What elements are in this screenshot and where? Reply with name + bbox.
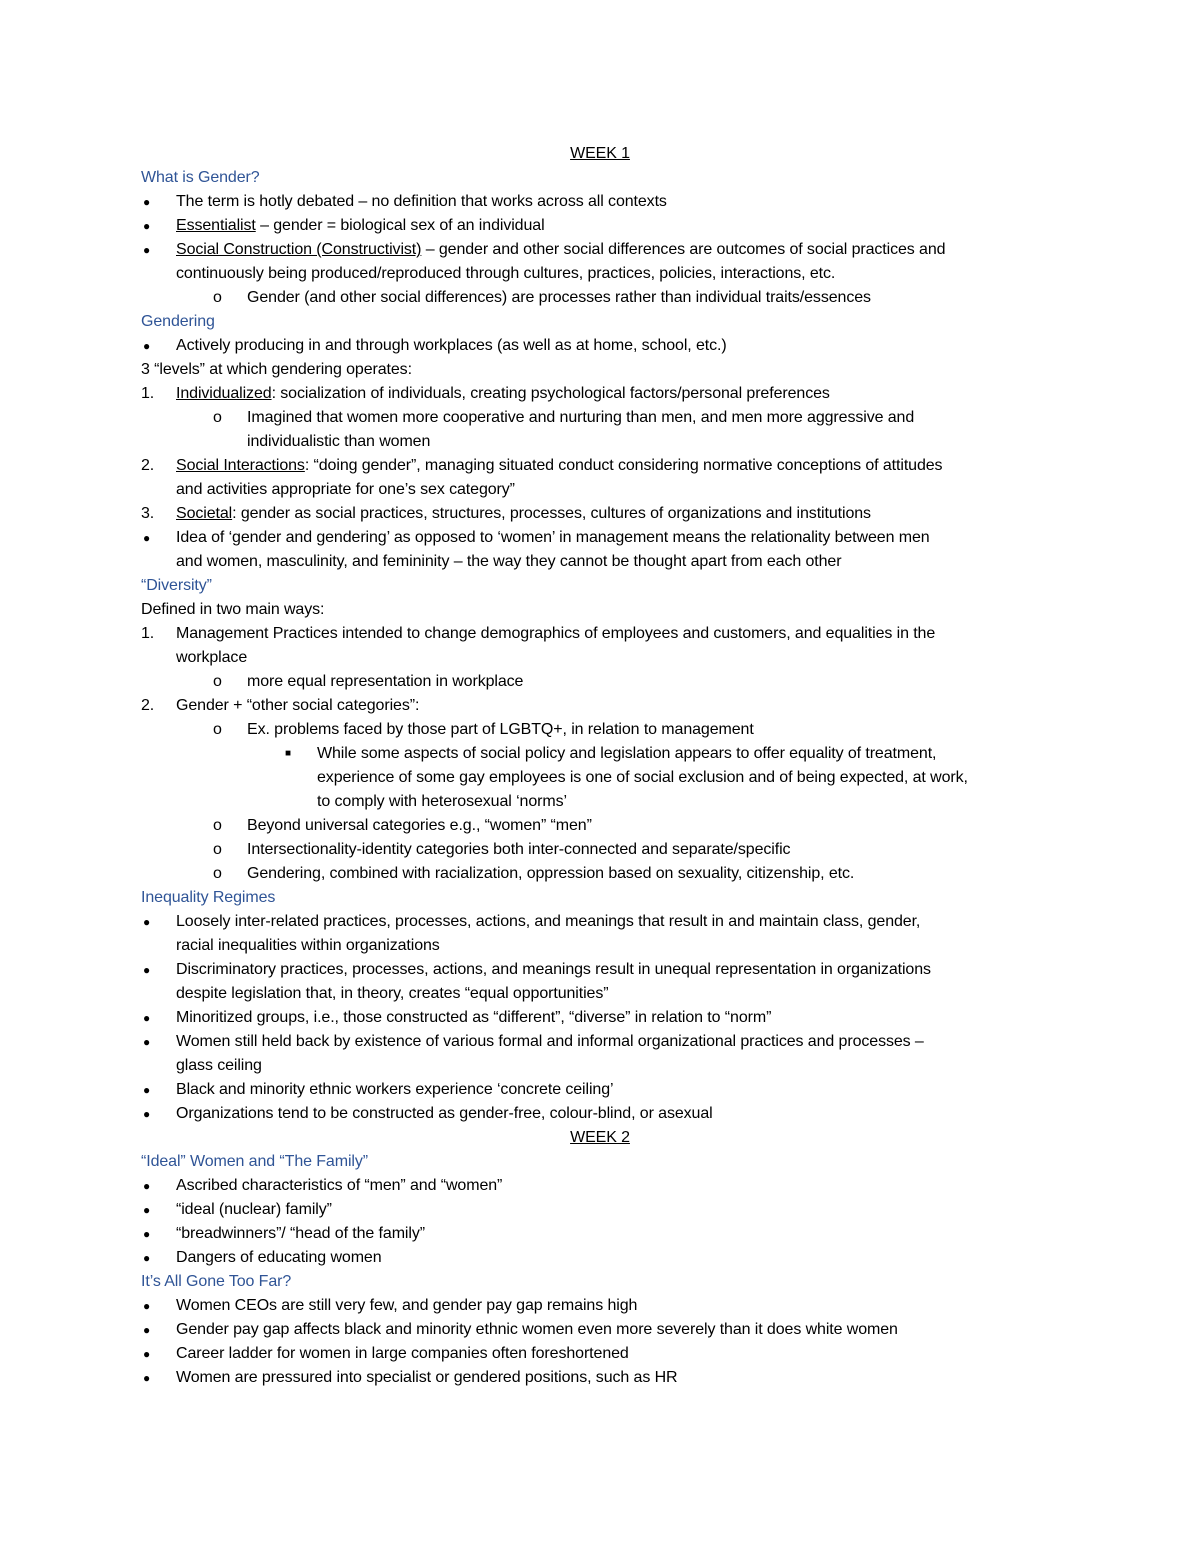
list-item-continuation: despite legislation that, in theory, creates “equal opportunities” (176, 985, 609, 1002)
sub-sub-list-item-continuation: to comply with heterosexual ‘norms’ (317, 793, 567, 810)
section-heading-inequality-regimes: Inequality Regimes (141, 889, 276, 906)
number-marker: 2. (141, 457, 155, 474)
numbered-item: 2. Gender + “other social categories”: (141, 694, 1071, 718)
list-item-continuation: racial inequalities within organizations (176, 937, 440, 954)
sub-list-item-continuation: individualistic than women (247, 433, 431, 450)
square-bullet-marker: ■ (285, 748, 291, 759)
bullet-marker: ● (143, 1083, 151, 1097)
bullet-marker: ● (143, 1107, 151, 1121)
sub-bullet-marker: o (213, 865, 222, 882)
bullet-marker: ● (143, 1227, 151, 1241)
list-item: ● Essentialist – gender = biological sex of an individual (141, 214, 1071, 238)
number-marker: 1. (141, 385, 155, 402)
paragraph-text: Defined in two main ways: (141, 601, 325, 618)
term-individualized: Individualized (176, 385, 272, 402)
sub-list-item: o Gendering, combined with racialization, oppression based on sexuality, citizenship, etc. (141, 862, 1071, 886)
bullet-marker: ● (143, 1299, 151, 1313)
bullet-marker: ● (143, 1347, 151, 1361)
section-heading-gendering: Gendering (141, 313, 215, 330)
sub-list-item: o Imagined that women more cooperative and nurturing than men, and men more aggressive and (141, 406, 1071, 430)
week-2-title: WEEK 2 (570, 1129, 630, 1146)
list-item-continuation: and women, masculinity, and femininity – the way they cannot be thought apart from each other (176, 553, 842, 570)
list-item: ● Idea of ‘gender and gendering’ as opposed to ‘women’ in management means the relationality between men (141, 526, 1071, 550)
bullet-marker: ● (143, 1323, 151, 1337)
term-social-interactions: Social Interactions (176, 457, 305, 474)
sub-bullet-marker: o (213, 721, 222, 738)
bullet-marker: ● (143, 1251, 151, 1265)
numbered-item-continuation: workplace (176, 649, 248, 666)
number-marker: 1. (141, 625, 155, 642)
bullet-marker: ● (143, 339, 151, 353)
list-item: ● Career ladder for women in large companies often foreshortened (141, 1342, 1071, 1366)
term-societal: Societal (176, 505, 233, 522)
sub-bullet-marker: o (213, 409, 222, 426)
sub-sub-list-item: ■ While some aspects of social policy and legislation appears to offer equality of treatment, (141, 742, 1071, 766)
list-item: ● Women are pressured into specialist or gendered positions, such as HR (141, 1366, 1071, 1390)
list-item: ● Black and minority ethnic workers experience ‘concrete ceiling’ (141, 1078, 1071, 1102)
bullet-marker: ● (143, 219, 151, 233)
bullet-marker: ● (143, 195, 151, 209)
sub-list-item: o more equal representation in workplace (141, 670, 1071, 694)
list-item: ● Gender pay gap affects black and minority ethnic women even more severely than it does white women (141, 1318, 1071, 1342)
document-body (141, 142, 1071, 1390)
sub-bullet-marker: o (213, 817, 222, 834)
section-heading-all-gone-too-far: It’s All Gone Too Far? (141, 1273, 292, 1290)
bullet-marker: ● (143, 1203, 151, 1217)
section-heading-ideal-women: “Ideal” Women and “The Family” (141, 1153, 369, 1170)
paragraph-text: 3 “levels” at which gendering operates: (141, 361, 412, 378)
list-item: ● Women CEOs are still very few, and gender pay gap remains high (141, 1294, 1071, 1318)
bullet-marker: ● (143, 1011, 151, 1025)
sub-bullet-marker: o (213, 673, 222, 690)
numbered-item: 3. Societal: gender as social practices, structures, processes, cultures of organizations and institutions (141, 502, 1071, 526)
sub-bullet-marker: o (213, 289, 222, 306)
sub-list-item: o Gender (and other social differences) are processes rather than individual traits/essences (141, 286, 1071, 310)
list-item: ● Women still held back by existence of various formal and informal organizational practices and processes – (141, 1030, 1071, 1054)
list-item: ● “breadwinners”/ “head of the family” (141, 1222, 1071, 1246)
list-item: ● Loosely inter-related practices, processes, actions, and meanings that result in and maintain class, gender, (141, 910, 1071, 934)
bullet-marker: ● (143, 1179, 151, 1193)
week-1-title: WEEK 1 (570, 145, 630, 162)
sub-sub-list-item-continuation: experience of some gay employees is one of social exclusion and of being expected, at work, (317, 769, 968, 786)
list-item: ● Organizations tend to be constructed as gender-free, colour-blind, or asexual (141, 1102, 1071, 1126)
bullet-marker: ● (143, 531, 151, 545)
bullet-marker: ● (143, 1035, 151, 1049)
bullet-marker: ● (143, 915, 151, 929)
number-marker: 3. (141, 505, 155, 522)
list-item: ● “ideal (nuclear) family” (141, 1198, 1071, 1222)
list-item: ● The term is hotly debated – no definition that works across all contexts (141, 190, 1071, 214)
numbered-item: 1. Individualized: socialization of individuals, creating psychological factors/personal preferences (141, 382, 1071, 406)
section-heading-diversity: “Diversity” (141, 577, 212, 594)
term-essentialist: Essentialist (176, 217, 256, 234)
numbered-item-continuation: and activities appropriate for one’s sex category” (176, 481, 515, 498)
list-item: ● Discriminatory practices, processes, actions, and meanings result in unequal representation in organizations (141, 958, 1071, 982)
sub-list-item: o Beyond universal categories e.g., “women” “men” (141, 814, 1071, 838)
list-item: ● Dangers of educating women (141, 1246, 1071, 1270)
numbered-item: 1. Management Practices intended to change demographics of employees and customers, and equalities in the (141, 622, 1071, 646)
list-item-continuation: continuously being produced/reproduced through cultures, practices, policies, interactions, etc. (176, 265, 836, 282)
list-item: ● Social Construction (Constructivist) – gender and other social differences are outcomes of social practices and (141, 238, 1071, 262)
sub-bullet-marker: o (213, 841, 222, 858)
bullet-marker: ● (143, 1371, 151, 1385)
list-item: ● Ascribed characteristics of “men” and “women” (141, 1174, 1071, 1198)
list-item: ● Minoritized groups, i.e., those constructed as “different”, “diverse” in relation to “norm” (141, 1006, 1071, 1030)
number-marker: 2. (141, 697, 155, 714)
list-item-continuation: glass ceiling (176, 1057, 262, 1074)
bullet-marker: ● (143, 243, 151, 257)
sub-list-item: o Ex. problems faced by those part of LGBTQ+, in relation to management (141, 718, 1071, 742)
sub-list-item: o Intersectionality-identity categories both inter-connected and separate/specific (141, 838, 1071, 862)
section-heading-what-is-gender: What is Gender? (141, 169, 260, 186)
term-social-construction: Social Construction (Constructivist) (176, 241, 422, 258)
list-item: ● Actively producing in and through workplaces (as well as at home, school, etc.) (141, 334, 1071, 358)
bullet-marker: ● (143, 963, 151, 977)
numbered-item: 2. Social Interactions: “doing gender”, managing situated conduct considering normative conceptions of attitudes (141, 454, 1071, 478)
